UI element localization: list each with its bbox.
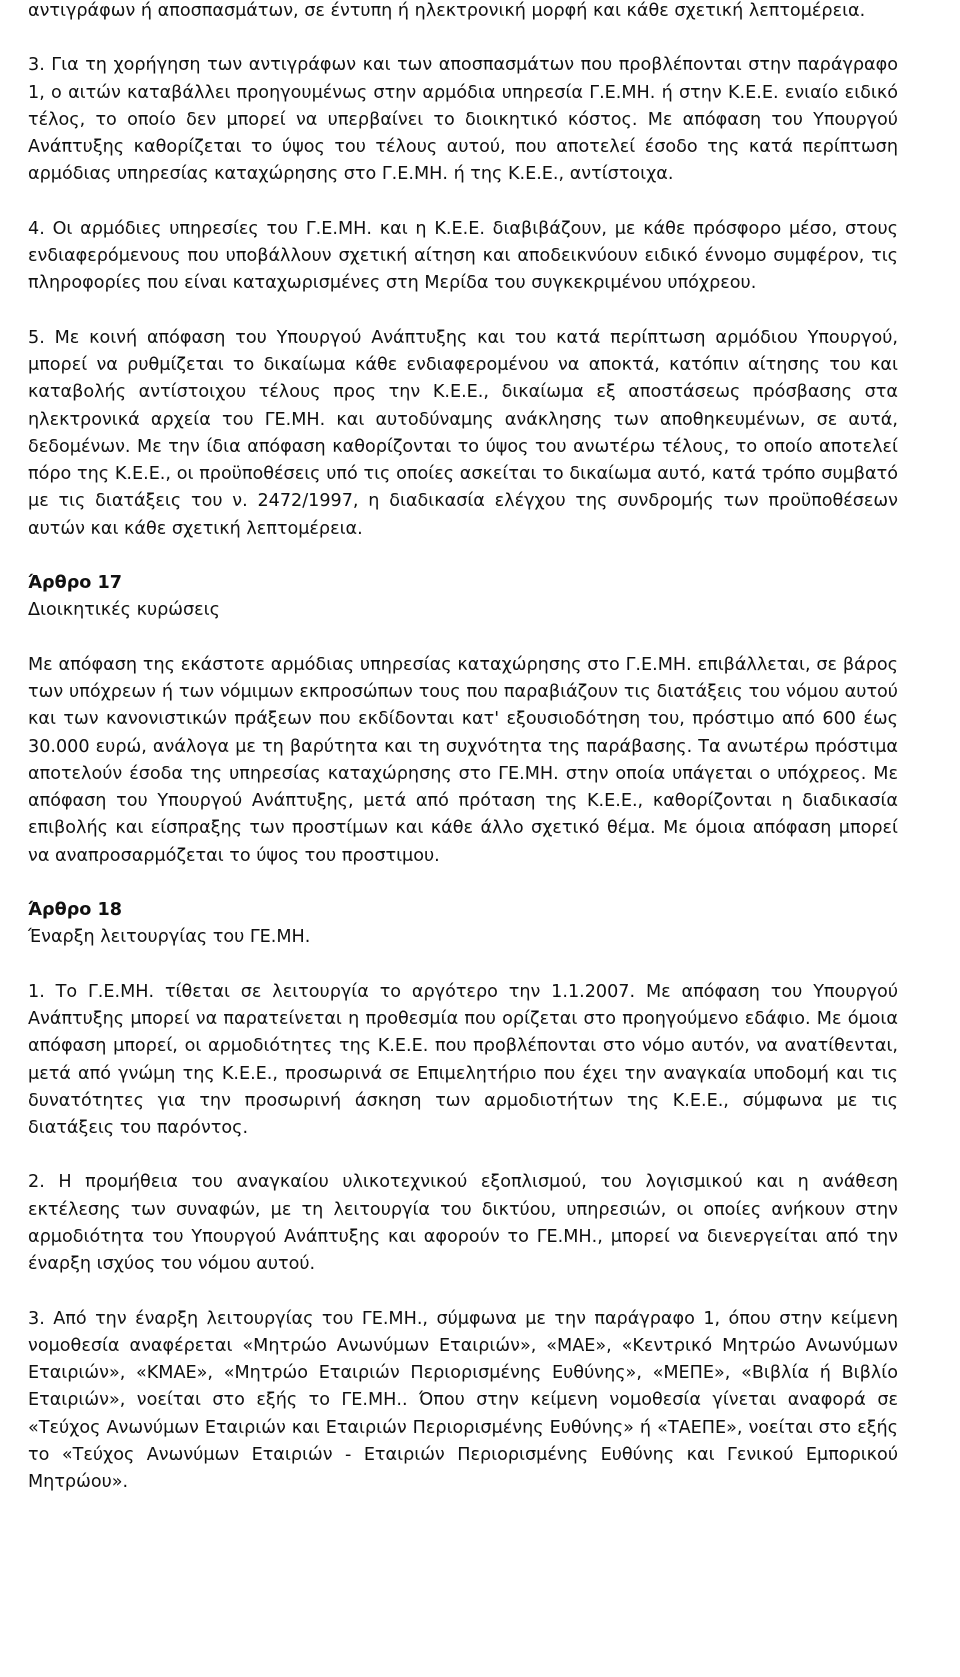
article-18-paragraph-3: 3. Από την έναρξη λειτουργίας του ΓΕ.ΜΗ., σύμφωνα με την παράγραφο 1, όπου στην κείμενη νομοθεσία αναφέρεται «Μητρώο Ανωνύμων Εταιριών», «ΜΑΕ», «Κεντρικό Μητρώο Ανωνύμων Εταιριών», «ΚΜΑΕ», «Μητρώο Εταιριών Περιορισμένης Ευθύνης», «ΜΕΠΕ», «Βιβλία ή Βιβλίο Εταιριών», νοείται στο εξής το ΓΕ.ΜΗ.. Όπου στην κείμενη νομοθεσία γίνεται αναφορά σε «Τεύχος Ανωνύμων Εταιριών και Εταιριών Περιορισμένης Ευθύνης» ή «ΤΑΕΠΕ», νοείται στο εξής το «Τεύχος Ανωνύμων Εταιριών - Εταιριών Περιορισμένης Ευθύνης και Γενικού Εμπορικού Μητρώου». [28,1308,898,1493]
article-18-title: Άρθρο 18 [28,900,122,921]
paragraph-continuation: αντιγράφων ή αποσπασμάτων, σε έντυπη ή ηλεκτρονική μορφή και κάθε σχετική λεπτομέρεια. [28,1,866,21]
article-18-paragraph-1: 1. Το Γ.Ε.ΜΗ. τίθεται σε λειτουργία το αργότερο την 1.1.2007. Με απόφαση του Υπουργού Ανάπτυξης μπορεί να παρατείνεται η προθεσμία που ορίζεται στο προηγούμενο εδάφιο. Με όμοια απόφαση μπορεί, οι αρμοδιότητες της Κ.Ε.Ε. που προβλέπονται στο νόμο αυτόν, να ανατίθενται, μετά από γνώμη της Κ.Ε.Ε., προσωρινά σε Επιμελητήριο που έχει την αναγκαία υποδομή και τις δυνατότητες για την προσωρινή άσκηση των αρμοδιοτήτων της Κ.Ε.Ε., σύμφωνα με τις διατάξεις του παρόντος. [28,981,898,1139]
paragraph-4: 4. Οι αρμόδιες υπηρεσίες του Γ.Ε.ΜΗ. και η Κ.Ε.Ε. διαβιβάζουν, με κάθε πρόσφορο μέσο, στους ενδιαφερόμενους που υποβάλλουν σχετική αίτηση και αποδεικνύουν ειδικό έννομο συμφέρον, τις πληροφορίες που είναι καταχωρισμένες στη Μερίδα του συγκεκριμένου υπόχρεου. [28,218,898,294]
article-17-body: Με απόφαση της εκάστοτε αρμόδιας υπηρεσίας καταχώρησης στο Γ.Ε.ΜΗ. επιβάλλεται, σε βάρος των υπόχρεων ή των νόμιμων εκπροσώπων τους που παραβιάζουν τις διατάξεις του νόμου αυτού και των κανονιστικών πράξεων που εκδίδονται κατ' εξουσιοδότηση του, πρόστιμο από 600 έως 30.000 ευρώ, ανάλογα με τη βαρύτητα και τη συχνότητα της παράβασης. Τα ανωτέρω πρόστιμα αποτελούν έσοδα της υπηρεσίας καταχώρησης στο ΓΕ.ΜΗ. στην οποία υπάγεται ο υπόχρεος. Με απόφαση του Υπουργού Ανάπτυξης, μετά από πρόταση της Κ.Ε.Ε., καθορίζονται η διαδικασία επιβολής και είσπραξης των προστίμων και κάθε άλλο σχετικό θέμα. Με όμοια απόφαση μπορεί να αναπροσαρμόζεται το ύψος του προστιμου. [28,654,898,866]
article-17-title: Άρθρο 17 [28,573,122,594]
paragraph-3: 3. Για τη χορήγηση των αντιγράφων και των αποσπασμάτων που προβλέπονται στην παράγραφο 1, ο αιτών καταβάλλει προηγουμένως στην αρμόδια υπηρεσία Γ.Ε.ΜΗ. ή στην Κ.Ε.Ε. ενιαίο ειδικό τέλος, το οποίο δεν μπορεί να υπερβαίνει το διοικητικό κόστος. Με απόφαση του Υπουργού Ανάπτυξης καθορίζεται το ύψος του τέλους αυτού, που αποτελεί έσοδο της κατά περίπτωση αρμόδιας υπηρεσίας καταχώρησης στο Γ.Ε.ΜΗ. ή της Κ.Ε.Ε., αντίστοιχα. [28,55,898,185]
article-17-subtitle: Διοικητικές κυρώσεις [28,600,220,621]
article-18-paragraph-2: 2. Η προμήθεια του αναγκαίου υλικοτεχνικού εξοπλισμού, του λογισμικού και η ανάθεση εκτέλεσης των συναφών, με τη λειτουργία του δικτύου, υπηρεσιών, οι οποίες ανήκουν στην αρμοδιότητα του Υπουργού Ανάπτυξης και αφορούν το ΓΕ.ΜΗ., μπορεί να διενεργείται από την έναρξη ισχύος του νόμου αυτού. [28,1172,898,1275]
paragraph-5: 5. Με κοινή απόφαση του Υπουργού Ανάπτυξης και του κατά περίπτωση αρμόδιου Υπουργού, μπορεί να ρυθμίζεται το δικαίωμα κάθε ενδιαφερομένου να αποκτά, κατόπιν αίτησης του και καταβολής αντίστοιχου τέλους προς την Κ.Ε.Ε., δικαίωμα εξ αποστάσεως πρόσβασης στα ηλεκτρονικά αρχεία του ΓΕ.ΜΗ. και αυτοδύναμης ανάκλησης των αποθηκευμένων, σε αυτά, δεδομένων. Με την ίδια απόφαση καθορίζονται το ύψος του ανωτέρω τέλους, το οποίο αποτελεί πόρο της Κ.Ε.Ε., οι προϋποθέσεις υπό τις οποίες ασκείται το δικαίωμα αυτό, κατά τρόπο συμβατό με τις διατάξεις του ν. 2472/1997, η διαδικασία ελέγχου της συνδρομής των προϋποθέσεων αυτών και κάθε σχετική λεπτομέρεια. [28,327,898,539]
article-18-subtitle: Έναρξη λειτουργίας του ΓΕ.ΜΗ. [28,927,311,948]
